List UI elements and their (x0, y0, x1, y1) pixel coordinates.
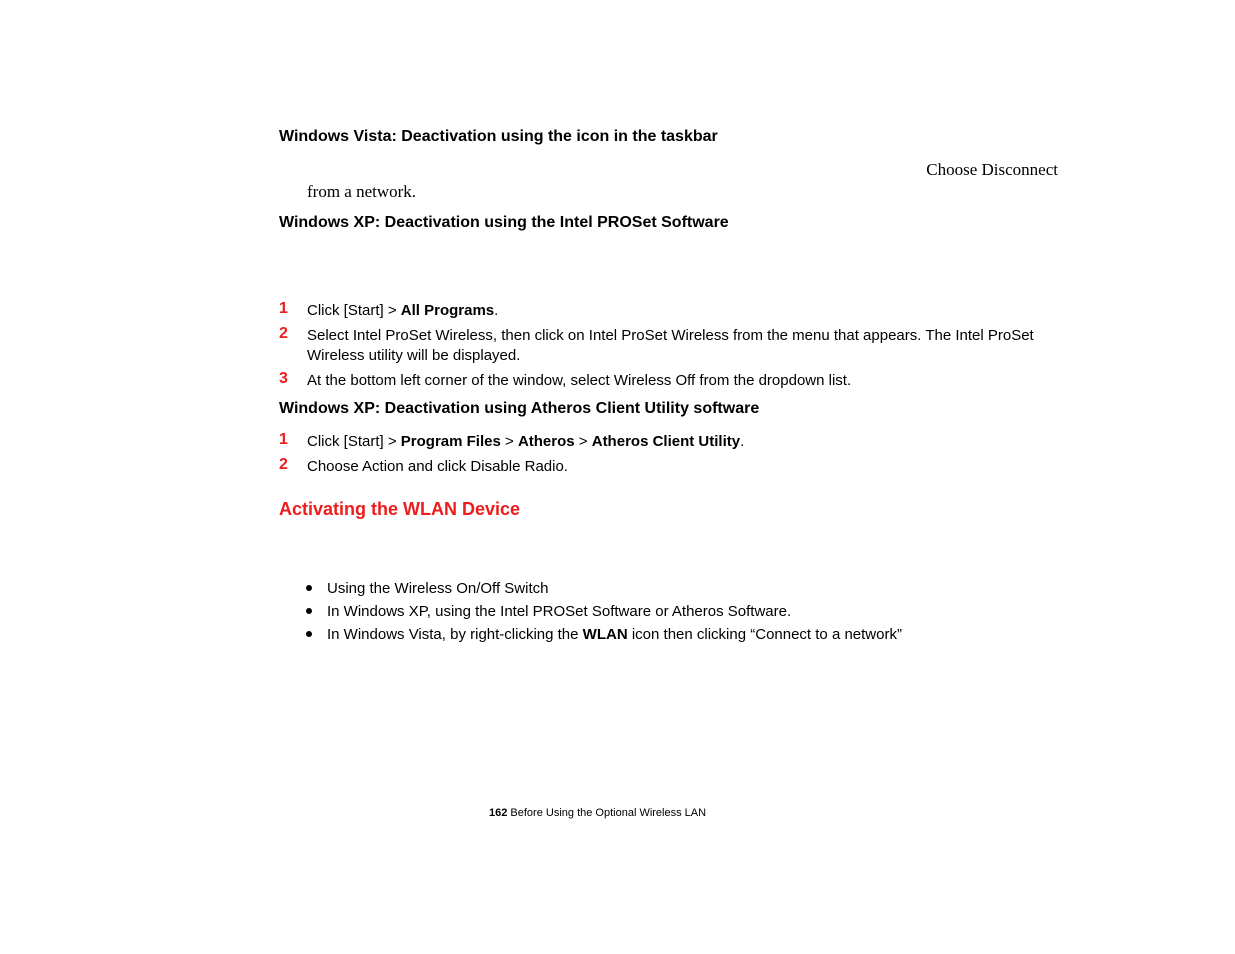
step-text: Choose Action and click Disable Radio. (307, 458, 568, 475)
step-text (307, 301, 1067, 321)
bullet-icon (306, 585, 312, 591)
step-number: 1 (279, 431, 288, 448)
step-text-part: . (740, 433, 745, 450)
list-item: Using the Wireless On/Off Switch (327, 580, 549, 597)
page-footer (489, 807, 706, 819)
step-text-part: . (494, 302, 499, 319)
list-item: In Windows XP, using the Intel PROSet Software or Atheros Software. (327, 603, 792, 620)
step-number: 2 (279, 456, 288, 473)
menu-path-atheros: Atheros (517, 433, 575, 450)
page-number: 162 (489, 807, 508, 819)
bullet-icon (306, 608, 312, 614)
step-text: At the bottom left corner of the window, select Wireless Off from the dropdown list. (307, 372, 852, 389)
list-item-text: icon then clicking “Connect to a network” (627, 626, 902, 643)
footer-title: Before Using the Optional Wireless LAN (510, 807, 707, 819)
vista-instruction-right: Choose Disconnect (926, 160, 1058, 179)
menu-path-atheros-client-utility: Atheros Client Utility (591, 433, 741, 450)
vista-instruction-continued: from a network. (307, 182, 417, 201)
step-text-part: Click [Start] > (307, 433, 401, 450)
list-item-text: In Windows Vista, by right-clicking the (327, 626, 583, 643)
step-text: Select Intel ProSet Wireless, then click on Intel ProSet Wireless from the menu that appears. The Intel ProSet Wireless utility will be displayed. (307, 327, 1034, 364)
menu-path-program-files: Program Files (400, 433, 501, 450)
step-text (307, 432, 1067, 452)
activating-wlan-title: Activating the WLAN Device (279, 499, 521, 519)
step-text-part: > (500, 433, 518, 450)
step-number: 1 (279, 300, 288, 317)
step-number: 3 (279, 370, 288, 387)
xp-atheros-heading: Windows XP: Deactivation using Atheros Client Utility software (279, 400, 760, 417)
menu-path-all-programs: All Programs (400, 302, 495, 319)
step-text-part: Click [Start] > (307, 302, 401, 319)
vista-deactivation-heading: Windows Vista: Deactivation using the icon in the taskbar (279, 128, 718, 145)
list-item (327, 625, 902, 645)
bullet-icon (306, 631, 312, 637)
step-number: 2 (279, 325, 288, 342)
xp-intel-heading: Windows XP: Deactivation using the Intel PROSet Software (279, 214, 729, 231)
wlan-label: WLAN (582, 626, 628, 643)
step-text-part: > (574, 433, 592, 450)
